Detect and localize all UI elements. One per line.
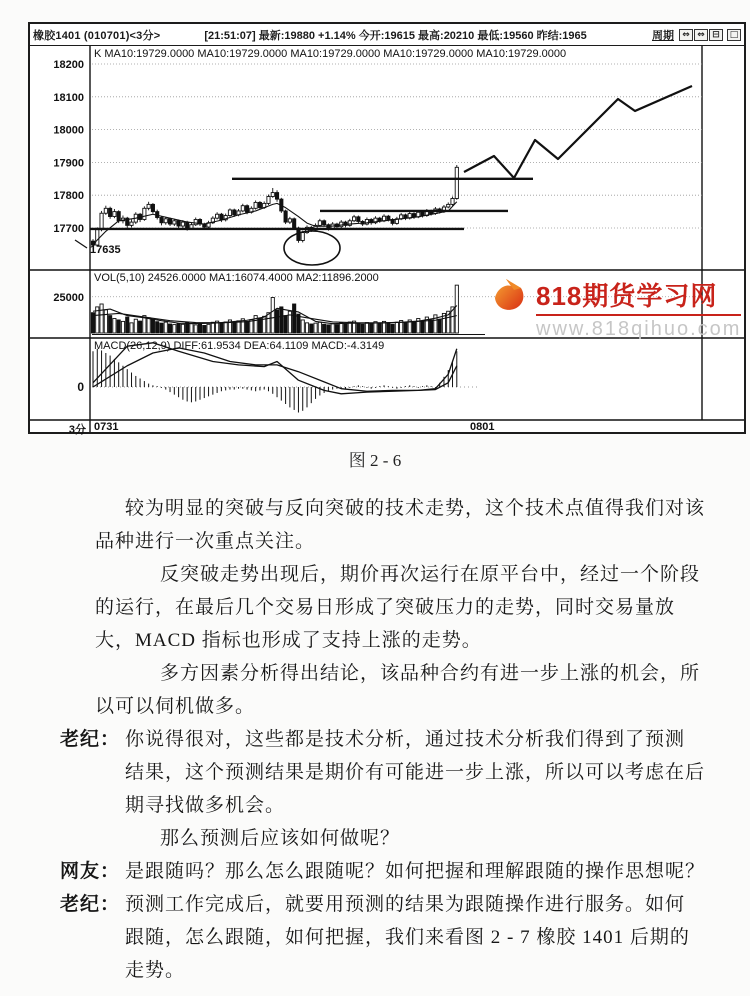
site-watermark (492, 276, 740, 341)
body-text (60, 492, 718, 987)
svg-text:17700: 17700 (53, 223, 84, 235)
volume-indicator-readout: VOL(5,10) 24526.0000 MA1:16074.4000 MA2:11896.2000 (94, 272, 379, 284)
svg-text:18100: 18100 (53, 91, 84, 104)
text-line: 那么预测后应该如何做呢？ (160, 828, 401, 849)
maximize-button[interactable]: □ (727, 29, 741, 41)
svg-text:17800: 17800 (53, 190, 84, 203)
svg-text:18200: 18200 (53, 59, 84, 71)
speaker-label: 老纪： (60, 729, 121, 750)
speaker-label: 老纪： (60, 894, 121, 915)
818-hand-logo-icon (492, 276, 532, 321)
text-line: 大，MACD 指标也形成了支持上涨的走势。 (95, 630, 482, 651)
speaker-label: 网友： (60, 861, 121, 882)
svg-text:17900: 17900 (53, 157, 84, 170)
left-date-label: 0731 (94, 421, 119, 433)
split-window-button[interactable]: ⊟ (709, 29, 723, 41)
analyst-annotations (75, 86, 692, 265)
period-menu[interactable]: 周期 (652, 29, 674, 42)
right-date-label: 0801 (470, 421, 495, 433)
window-buttons (678, 28, 741, 41)
text-line: 老纪： 你说得很对，这些都是技术分析，通过技术分析我们得到了预测 (60, 723, 718, 756)
macd-indicator-readout: MACD(26,12,9) DIFF:61.9534 DEA:64.1109 MACD:-4.3149 (94, 340, 385, 352)
text-line: 结果，这个预测结果是期价有可能进一步上涨，所以可以考虑在后 (125, 762, 706, 783)
svg-text:18000: 18000 (53, 124, 84, 137)
watermark-title: 818期货学习网 (536, 276, 741, 316)
text-line: 期寻找做多机会。 (125, 795, 286, 816)
next-window-button[interactable]: ⇔ (694, 29, 708, 41)
text-line: 品种进行一次重点关注。 (95, 531, 316, 552)
text-line: 多方因素分析得出结论，该品种合约有进一步上涨的机会，所 (160, 663, 701, 684)
prev-window-button[interactable]: ⇔ (679, 29, 693, 41)
text-line: 跟随，怎么跟随，如何把握，我们来看图 2 - 7 橡胶 1401 后期的 (125, 927, 690, 948)
text-line: 走势。 (125, 960, 186, 981)
futures-chart-window (28, 22, 746, 434)
macd-histogram (93, 349, 457, 413)
kline-indicator-readout: K MA10:19729.0000 MA10:19729.0000 MA10:19729.0000 MA10:19729.0000 MA10:19729.0000 (94, 48, 567, 60)
watermark-url: www.818qihuo.com (536, 318, 742, 340)
text-line: 网友： 是跟随吗？那么怎么跟随呢？如何把握和理解跟随的操作思想呢？ (60, 855, 718, 888)
pane-borders (30, 46, 744, 432)
svg-text:25000: 25000 (53, 291, 84, 304)
svg-text:17635: 17635 (90, 244, 121, 256)
text-line: 以可以伺机做多。 (95, 696, 256, 717)
chart-titlebar (30, 24, 744, 46)
contract-title: 橡胶1401 (010701)<3分> (33, 29, 161, 42)
macd-dea-line (93, 348, 457, 391)
chart-statusbar (30, 420, 744, 434)
text-line: 较为明显的突破与反向突破的技术走势，这个技术点值得我们对该 (125, 498, 706, 519)
svg-text:0: 0 (77, 380, 84, 394)
period-indicator[interactable]: 3分 (68, 424, 86, 436)
quote-readout: [21:51:07] 最新:19880 +1.14% 今开:19615 最高:20210 最低:19560 昨结:1965 (204, 29, 587, 42)
text-line: 的运行，在最后几个交易日形成了突破压力的走势，同时交易量放 (95, 597, 676, 618)
text-line: 反突破走势出现后，期价再次运行在原平台中，经过一个阶段 (160, 564, 701, 585)
chart-canvas (30, 24, 744, 432)
text-line: 老纪： 预测工作完成后，就要用预测的结果为跟随操作进行服务。如何 (60, 888, 718, 921)
figure-caption: 图 2 - 6 (348, 451, 402, 470)
